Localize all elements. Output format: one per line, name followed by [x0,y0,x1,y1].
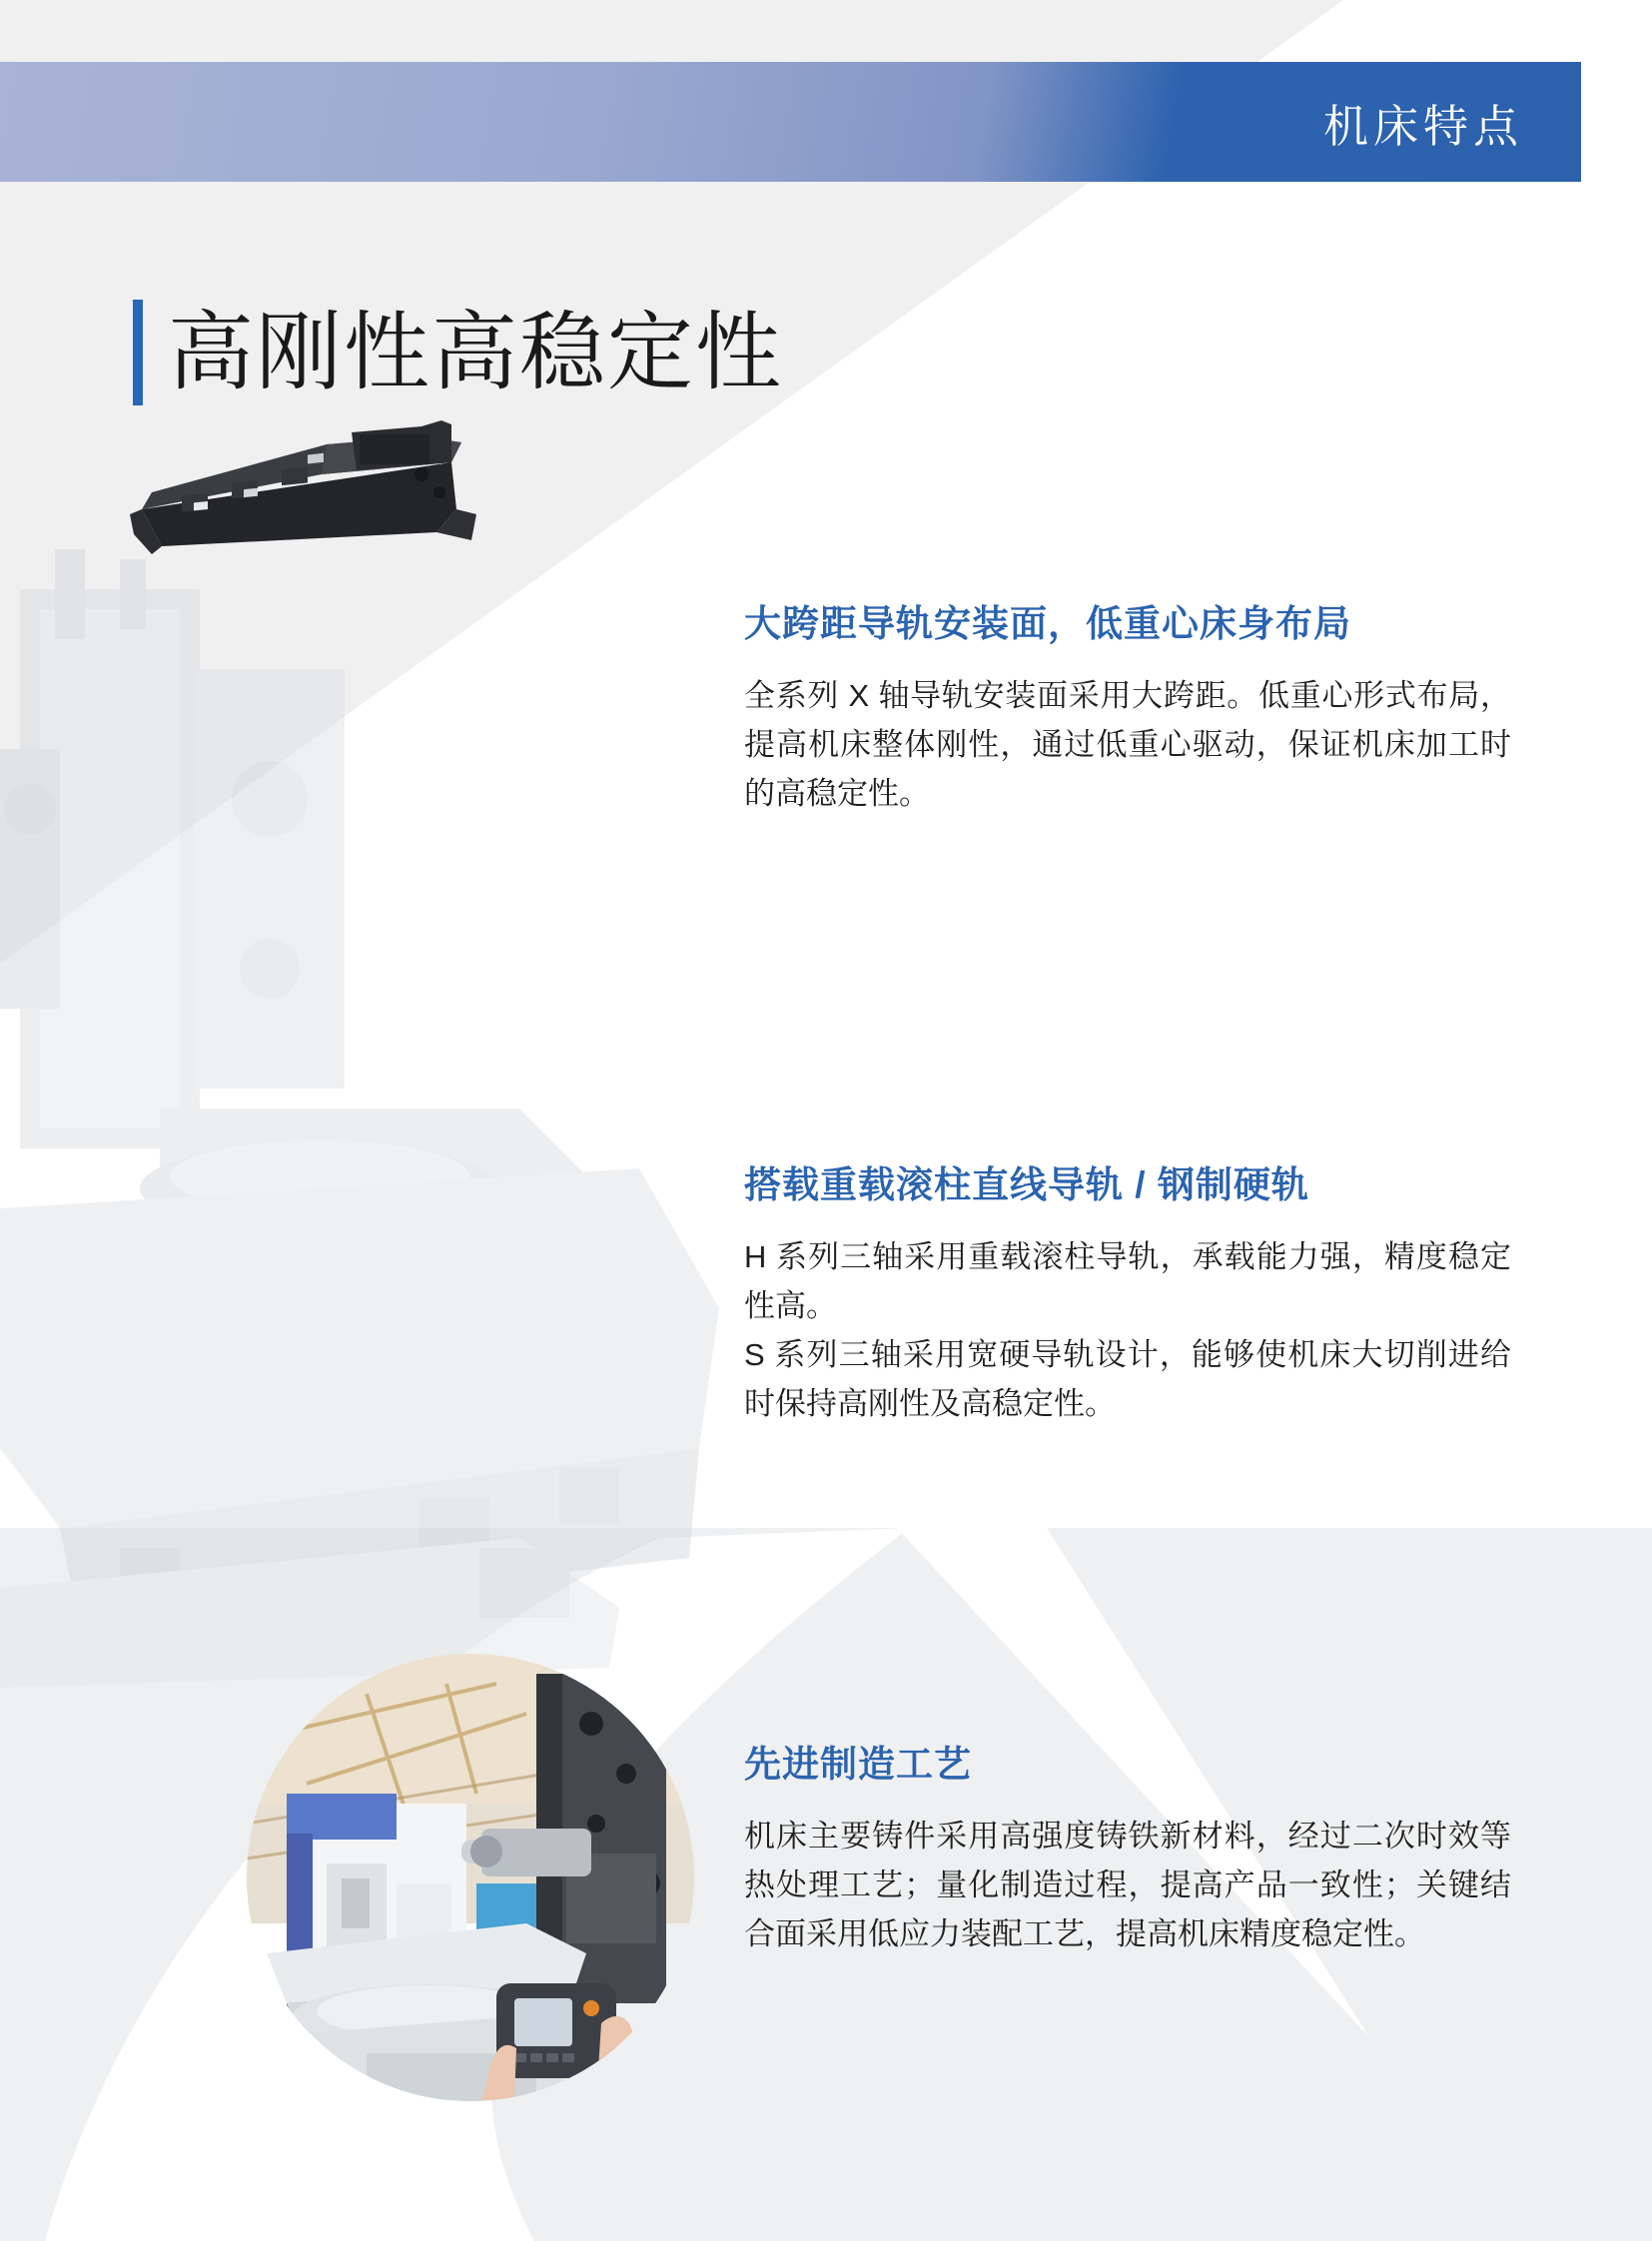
section-manufacturing [744,1742,1511,1958]
page-header-banner [0,62,1581,182]
section-guideways [744,1162,1511,1428]
banner-label: 机床特点 [1322,100,1523,152]
machine-bed-render-image [122,414,516,594]
section-2-paragraph-2: S 系列三轴采用宽硬导轨设计，能够使机床大切削进给时保持高刚性及高稳定性。 [744,1337,1511,1421]
section-1-body [744,671,1511,818]
section-3-heading: 先进制造工艺 [744,1744,972,1785]
section-3-body [744,1812,1511,1958]
page-title: 高刚性高稳定性 [168,305,783,400]
workshop-circle-photo [247,1654,694,2101]
title-block [133,300,783,405]
section-3-paragraph: 机床主要铸件采用高强度铸铁新材料，经过二次时效等热处理工艺；量化制造过程，提高产品一致性；关键结合面采用低应力装配工艺，提高机床精度稳定性。 [744,1819,1511,1951]
title-accent-bar [133,300,143,405]
section-2-heading: 搭载重载滚柱直线导轨 / 钢制硬轨 [744,1164,1309,1205]
section-1-paragraph: 全系列 X 轴导轨安装面采用大跨距。低重心形式布局，提高机床整体刚性，通过低重心驱动，保证机床加工时的高稳定性。 [744,678,1511,811]
section-2-body [744,1232,1511,1428]
section-2-paragraph-1: H 系列三轴采用重载滚柱导轨，承载能力强，精度稳定性高。 [744,1239,1511,1323]
section-bed-layout [744,601,1511,818]
watermark-machine-image [0,549,719,1688]
section-1-heading: 大跨距导轨安装面，低重心床身布局 [744,603,1351,644]
workshop-photo-art [247,1654,694,2101]
